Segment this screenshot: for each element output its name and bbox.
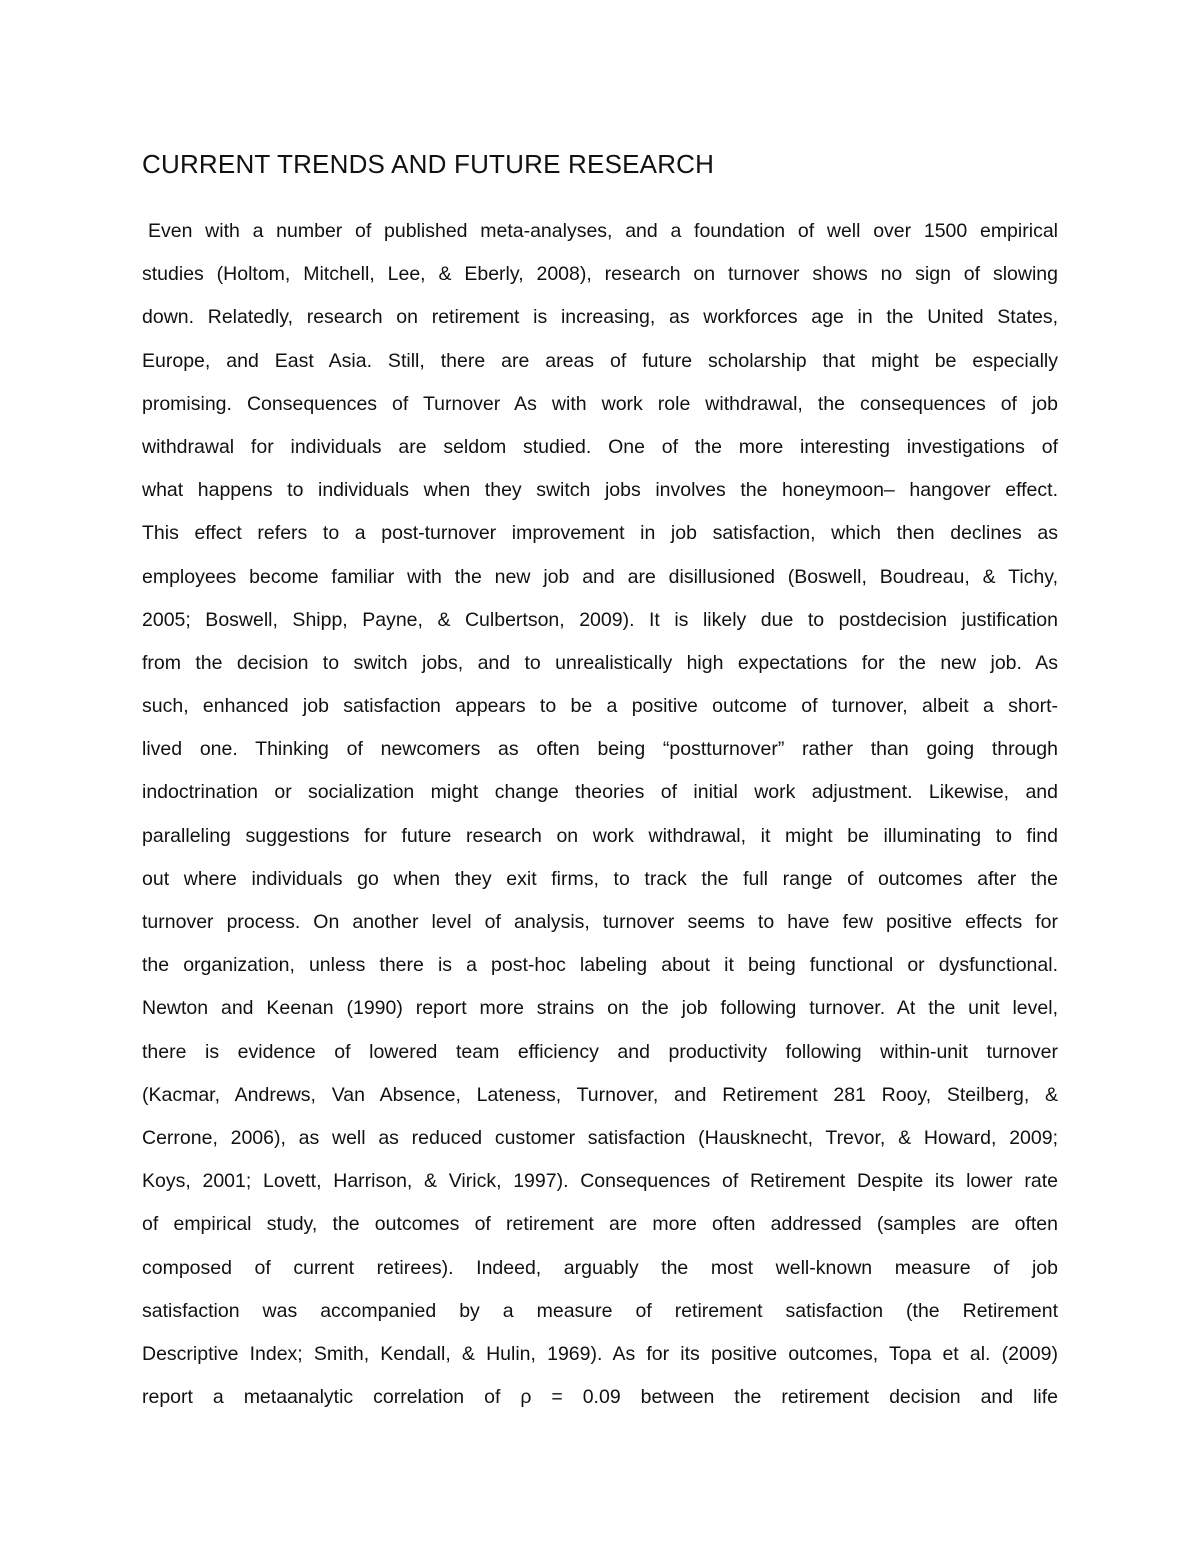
- text-line: withdrawal for individuals are seldom studied. One of the more interesting investigations of: [142, 435, 1058, 458]
- text-line: report a metaanalytic correlation of ρ = 0.09 between the retirement decision and life: [142, 1386, 1058, 1409]
- text-line: from the decision to switch jobs, and to unrealistically high expectations for the new job. As: [142, 651, 1058, 674]
- text-line: out where individuals go when they exit firms, to track the full range of outcomes after the: [142, 867, 1058, 890]
- body-paragraph: [142, 215, 1058, 1424]
- text-line: composed of current retirees). Indeed, arguably the most well-known measure of job: [142, 1256, 1058, 1279]
- text-line: what happens to individuals when they switch jobs involves the honeymoon– hangover effect.: [142, 479, 1058, 502]
- text-line: employees become familiar with the new job and are disillusioned (Boswell, Boudreau, & Tichy,: [142, 565, 1058, 588]
- text-line: paralleling suggestions for future research on work withdrawal, it might be illuminating to find: [142, 824, 1058, 847]
- text-line: Koys, 2001; Lovett, Harrison, & Virick, 1997). Consequences of Retirement Despite its lower rate: [142, 1170, 1058, 1193]
- text-line: such, enhanced job satisfaction appears to be a positive outcome of turnover, albeit a short-: [142, 695, 1058, 718]
- text-line: Even with a number of published meta-analyses, and a foundation of well over 1500 empirical: [148, 220, 1058, 242]
- text-line: indoctrination or socialization might change theories of initial work adjustment. Likewise, and: [142, 781, 1058, 804]
- text-line: lived one. Thinking of newcomers as often being “postturnover” rather than going through: [142, 738, 1058, 761]
- text-line: turnover process. On another level of analysis, turnover seems to have few positive effects for: [142, 911, 1058, 933]
- page-title: CURRENT TRENDS AND FUTURE RESEARCH: [142, 149, 715, 179]
- text-line: Newton and Keenan (1990) report more strains on the job following turnover. At the unit level,: [142, 997, 1058, 1020]
- text-line: down. Relatedly, research on retirement is increasing, as workforces age in the United States,: [142, 306, 1058, 329]
- text-line: Europe, and East Asia. Still, there are areas of future scholarship that might be especially: [142, 349, 1058, 372]
- text-line: satisfaction was accompanied by a measure of retirement satisfaction (the Retirement: [142, 1299, 1058, 1322]
- text-line: promising. Consequences of Turnover As with work role withdrawal, the consequences of job: [142, 392, 1058, 415]
- text-line: the organization, unless there is a post-hoc labeling about it being functional or dysfunctional.: [142, 954, 1058, 977]
- text-line: Cerrone, 2006), as well as reduced customer satisfaction (Hausknecht, Trevor, & Howard, 2009;: [142, 1126, 1058, 1149]
- text-line: (Kacmar, Andrews, Van Absence, Lateness, Turnover, and Retirement 281 Rooy, Steilberg, &: [142, 1083, 1058, 1106]
- text-line: of empirical study, the outcomes of retirement are more often addressed (samples are often: [142, 1213, 1058, 1236]
- text-line: Descriptive Index; Smith, Kendall, & Hulin, 1969). As for its positive outcomes, Topa et al. (2009): [142, 1342, 1058, 1365]
- text-line: 2005; Boswell, Shipp, Payne, & Culbertson, 2009). It is likely due to postdecision justification: [142, 608, 1058, 631]
- text-line: there is evidence of lowered team efficiency and productivity following within-unit turnover: [142, 1040, 1058, 1063]
- text-line: studies (Holtom, Mitchell, Lee, & Eberly, 2008), research on turnover shows no sign of slowing: [142, 263, 1058, 286]
- text-line: This effect refers to a post-turnover improvement in job satisfaction, which then declines as: [142, 522, 1058, 545]
